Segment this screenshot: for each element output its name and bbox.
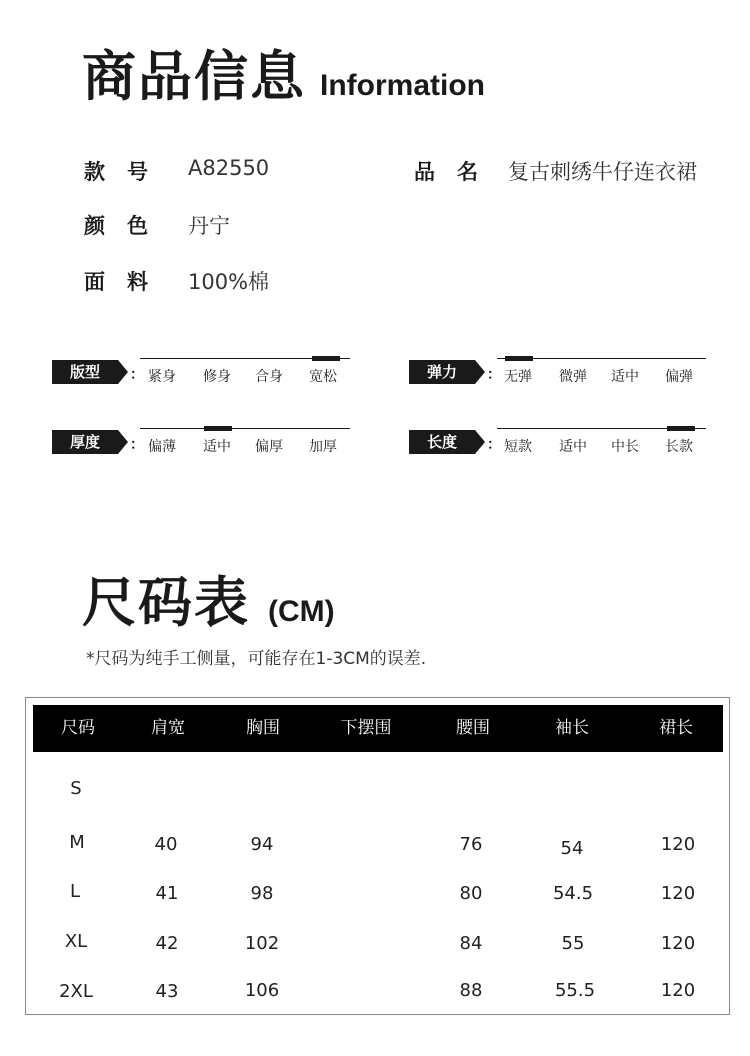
table-cell: 88 <box>459 980 483 1001</box>
attr-length-option: 中长 <box>611 439 639 455</box>
table-cell: 76 <box>459 834 483 855</box>
attr-elasticity-tag: 弹力 <box>409 360 475 384</box>
table-cell: 98 <box>250 883 274 904</box>
attr-length-colon: ： <box>487 437 501 453</box>
attr-length-selected-mark <box>667 426 695 431</box>
table-cell: 80 <box>459 883 483 904</box>
attr-length-option: 长款 <box>665 439 693 455</box>
table-cell-size: M <box>69 832 85 853</box>
attr-fit-option: 紧身 <box>148 369 176 385</box>
info-title-cn: 商品信息 <box>82 45 306 108</box>
attr-fit-option: 合身 <box>255 369 283 385</box>
info-row-style-name <box>84 156 724 186</box>
header-size: 尺码 <box>61 718 95 738</box>
table-cell-size: 2XL <box>59 981 93 1002</box>
table-cell-size: L <box>69 881 81 902</box>
attr-thickness-colon: ： <box>130 437 144 453</box>
attr-thickness-option: 适中 <box>203 439 231 455</box>
attr-thickness-option: 加厚 <box>309 439 337 455</box>
header-hem: 下摆围 <box>340 718 392 738</box>
color-value: 丹宁 <box>188 214 230 238</box>
table-cell: 55 <box>561 933 585 954</box>
attr-thickness-option: 偏厚 <box>255 439 283 455</box>
attr-length-option: 短款 <box>504 439 532 455</box>
table-cell-size: S <box>70 778 82 799</box>
attr-thickness-option: 偏薄 <box>148 439 176 455</box>
style-no-label: 款号 <box>84 160 170 184</box>
attr-elasticity-selected-mark <box>505 356 533 361</box>
attr-thickness-line <box>140 428 350 429</box>
info-title <box>82 34 485 108</box>
attr-fit <box>52 358 350 398</box>
table-cell: 42 <box>155 933 179 954</box>
table-cell: 120 <box>660 883 696 904</box>
table-cell: 94 <box>250 834 274 855</box>
style-no-value: A82550 <box>188 156 270 180</box>
size-note: *尺码为纯手工侧量，可能存在1-3CM的误差. <box>86 649 427 669</box>
size-title-cn: 尺码表 <box>82 571 250 634</box>
product-name-label: 品名 <box>414 160 500 184</box>
attr-length-option: 适中 <box>559 439 587 455</box>
attr-fit-selected-mark <box>312 356 340 361</box>
header-shoulder: 肩宽 <box>151 718 185 738</box>
table-cell: 120 <box>660 933 696 954</box>
table-cell: 106 <box>244 980 280 1001</box>
attr-elasticity-option: 无弹 <box>504 369 532 385</box>
info-row-color <box>84 210 484 240</box>
product-name-value: 复古刺绣牛仔连衣裙 <box>508 160 697 184</box>
table-cell: 40 <box>154 834 178 855</box>
attr-fit-option: 宽松 <box>309 369 337 385</box>
table-cell: 102 <box>244 933 280 954</box>
table-cell: 54.5 <box>552 883 594 904</box>
attr-elasticity-colon: ： <box>487 367 501 383</box>
header-skirt-length: 裙长 <box>659 718 693 738</box>
table-cell: 55.5 <box>554 980 596 1001</box>
table-cell-size: XL <box>64 931 88 952</box>
attr-elasticity-option: 微弹 <box>559 369 587 385</box>
size-title-unit: (CM) <box>268 595 335 628</box>
table-cell: 120 <box>660 980 696 1001</box>
header-sleeve: 袖长 <box>555 718 589 738</box>
table-cell: 54 <box>560 838 584 859</box>
table-cell: 41 <box>155 883 179 904</box>
color-label: 颜色 <box>84 214 170 238</box>
table-cell: 120 <box>660 834 696 855</box>
info-title-en: Information <box>320 69 485 102</box>
fabric-value: 100%棉 <box>188 270 270 294</box>
attr-length <box>409 428 706 468</box>
attr-elasticity-option: 适中 <box>611 369 639 385</box>
size-title <box>82 560 335 637</box>
header-waist: 腰围 <box>456 718 490 738</box>
info-row-fabric <box>84 266 484 296</box>
fabric-label: 面料 <box>84 270 170 294</box>
table-cell: 43 <box>155 981 179 1002</box>
attr-length-tag: 长度 <box>409 430 475 454</box>
attr-elasticity <box>409 358 706 398</box>
attr-thickness-tag: 厚度 <box>52 430 118 454</box>
header-chest: 胸围 <box>246 718 280 738</box>
attr-fit-tag: 版型 <box>52 360 118 384</box>
attr-fit-option: 修身 <box>203 369 231 385</box>
attr-fit-colon: ： <box>130 367 144 383</box>
attr-elasticity-option: 偏弹 <box>665 369 693 385</box>
attr-thickness <box>52 428 350 468</box>
table-cell: 84 <box>459 933 483 954</box>
attr-thickness-selected-mark <box>204 426 232 431</box>
